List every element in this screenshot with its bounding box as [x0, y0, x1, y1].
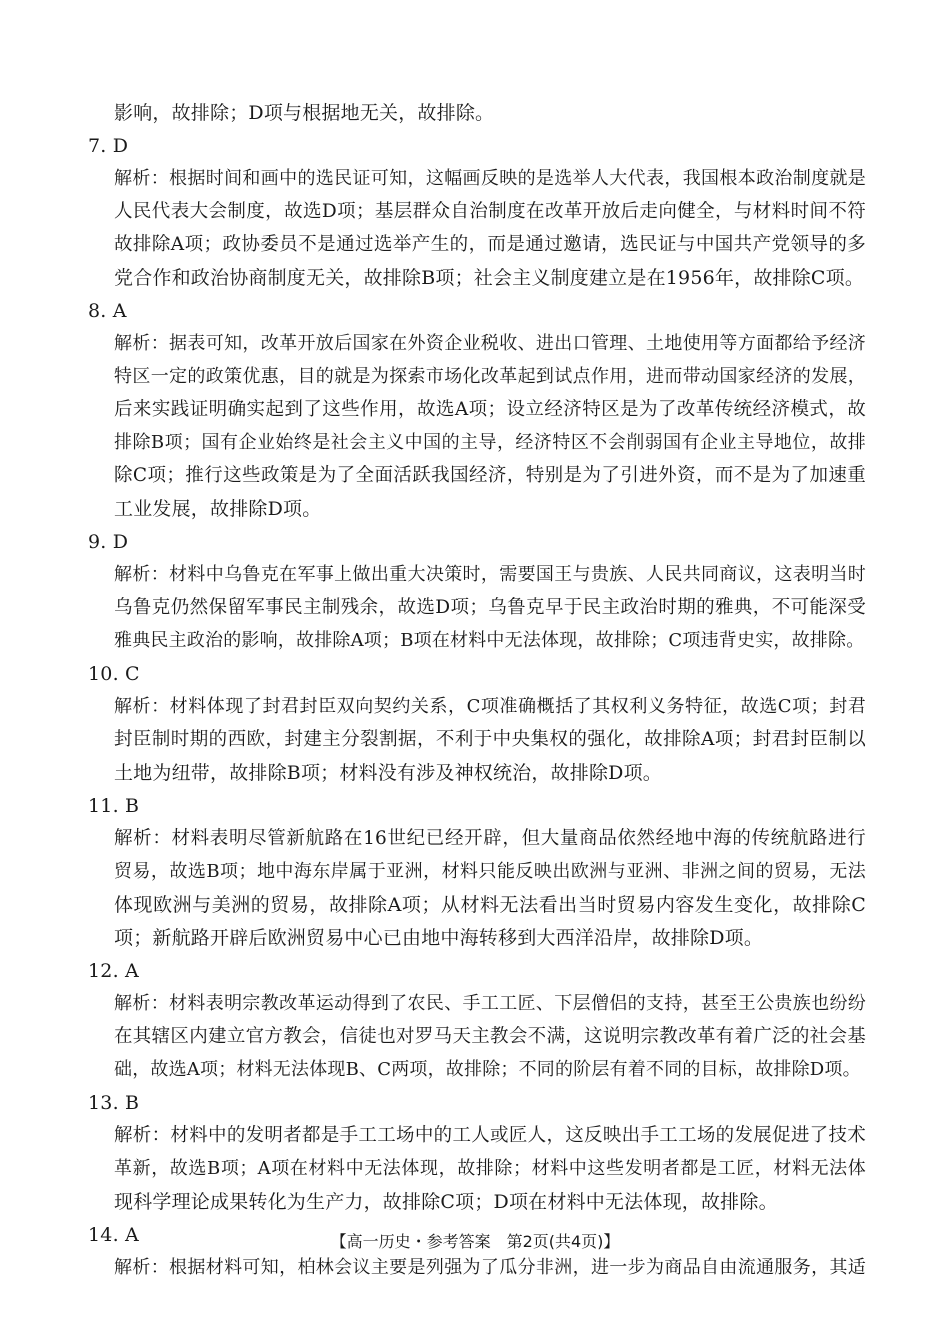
explanation-line: 解析：材料表明尽管新航路在16世纪已经开辟，但大量商品依然经地中海的传统航路进行	[114, 828, 866, 849]
explanation-line: 乌鲁克仍然保留军事民主制残余，故选D项；乌鲁克早于民主政治时期的雅典，不可能深受	[114, 597, 866, 618]
explanation-line: 革新，故选B项；A项在材料中无法体现，故排除；材料中这些发明者都是工匠，材料无法体	[114, 1158, 866, 1179]
explanation-line: 后来实践证明确实起到了这些作用，故选A项；设立经济特区是为了改革传统经济模式，故	[114, 399, 866, 420]
explanation-line: 人民代表大会制度，故选D项；基层群众自治制度在改革开放后走向健全，与材料时间不符	[114, 201, 866, 222]
page-footer: 【高一历史・参考答案 第2页(共4页)】	[330, 1232, 620, 1251]
explanation-line: 排除B项；国有企业始终是社会主义中国的主导，经济特区不会削弱国有企业主导地位，故排	[114, 432, 866, 453]
explanation-line: 除C项；推行这些政策是为了全面活跃我国经济，特别是为了引进外资，而不是为了加速重	[114, 465, 866, 486]
answer-key-13: 13. B	[88, 1092, 140, 1114]
answer-key-14: 14. A	[88, 1224, 139, 1246]
explanation-line: 现科学理论成果转化为生产力，故排除C项；D项在材料中无法体现，故排除。	[114, 1191, 778, 1213]
answer-key-8: 8. A	[88, 300, 127, 322]
explanation-line: 项；新航路开辟后欧洲贸易中心已由地中海转移到大西洋沿岸，故排除D项。	[114, 927, 764, 949]
explanation-line: 影响，故排除；D项与根据地无关，故排除。	[114, 102, 495, 124]
answer-key-11: 11. B	[88, 795, 140, 817]
explanation-line: 解析：材料体现了封君封臣双向契约关系，C项准确概括了其权利义务特征，故选C项；封君	[114, 696, 866, 717]
explanation-line: 故排除A项；政协委员不是通过选举产生的，而是通过邀请，选民证与中国共产党领导的多	[114, 234, 866, 255]
explanation-line: 党合作和政治协商制度无关，故排除B项；社会主义制度建立是在1956年，故排除C项。	[114, 267, 865, 289]
explanation-line: 解析：材料表明宗教改革运动得到了农民、手工工匠、下层僧侣的支持，甚至王公贵族也纷纷	[114, 993, 866, 1014]
explanation-line: 贸易，故选B项；地中海东岸属于亚洲，材料只能反映出欧洲与亚洲、非洲之间的贸易，无法	[114, 861, 866, 882]
explanation-line: 封臣制时期的西欧，封建主分裂割据，不利于中央集权的强化，故排除A项；封君封臣制以	[114, 729, 866, 750]
explanation-line: 解析：据表可知，改革开放后国家在外资企业税收、进出口管理、土地使用等方面都给予经济	[114, 333, 866, 354]
explanation-line: 在其辖区内建立官方教会，信徒也对罗马天主教会不满，这说明宗教改革有着广泛的社会基	[114, 1026, 866, 1047]
explanation-line: 工业发展，故排除D项。	[114, 498, 322, 520]
explanation-line: 雅典民主政治的影响，故排除A项；B项在材料中无法体现，故排除；C项违背史实，故排除。	[114, 630, 865, 651]
answer-key-10: 10. C	[88, 663, 140, 685]
explanation-line: 解析：材料中乌鲁克在军事上做出重大决策时，需要国王与贵族、人民共同商议，这表明当时	[114, 564, 866, 585]
explanation-line: 础，故选A项；材料无法体现B、C两项，故排除；不同的阶层有着不同的目标，故排除D项。	[114, 1059, 861, 1080]
explanation-line: 土地为纽带，故排除B项；材料没有涉及神权统治，故排除D项。	[114, 762, 662, 784]
explanation-line: 解析：根据时间和画中的选民证可知，这幅画反映的是选举人大代表，我国根本政治制度就是	[114, 168, 866, 189]
explanation-line: 体现欧洲与美洲的贸易，故排除A项；从材料无法看出当时贸易内容发生变化，故排除C	[114, 894, 866, 916]
answer-key-12: 12. A	[88, 960, 139, 982]
answer-key-9: 9. D	[88, 531, 129, 553]
explanation-line: 解析：根据材料可知，柏林会议主要是列强为了瓜分非洲，进一步为商品自由流通服务，其适	[114, 1257, 866, 1278]
explanation-line: 解析：材料中的发明者都是手工工场中的工人或匠人，这反映出手工工场的发展促进了技术	[114, 1125, 866, 1146]
answer-key-7: 7. D	[88, 135, 129, 157]
explanation-line: 特区一定的政策优惠，目的就是为探索市场化改革起到试点作用，进而带动国家经济的发展，	[114, 366, 866, 387]
